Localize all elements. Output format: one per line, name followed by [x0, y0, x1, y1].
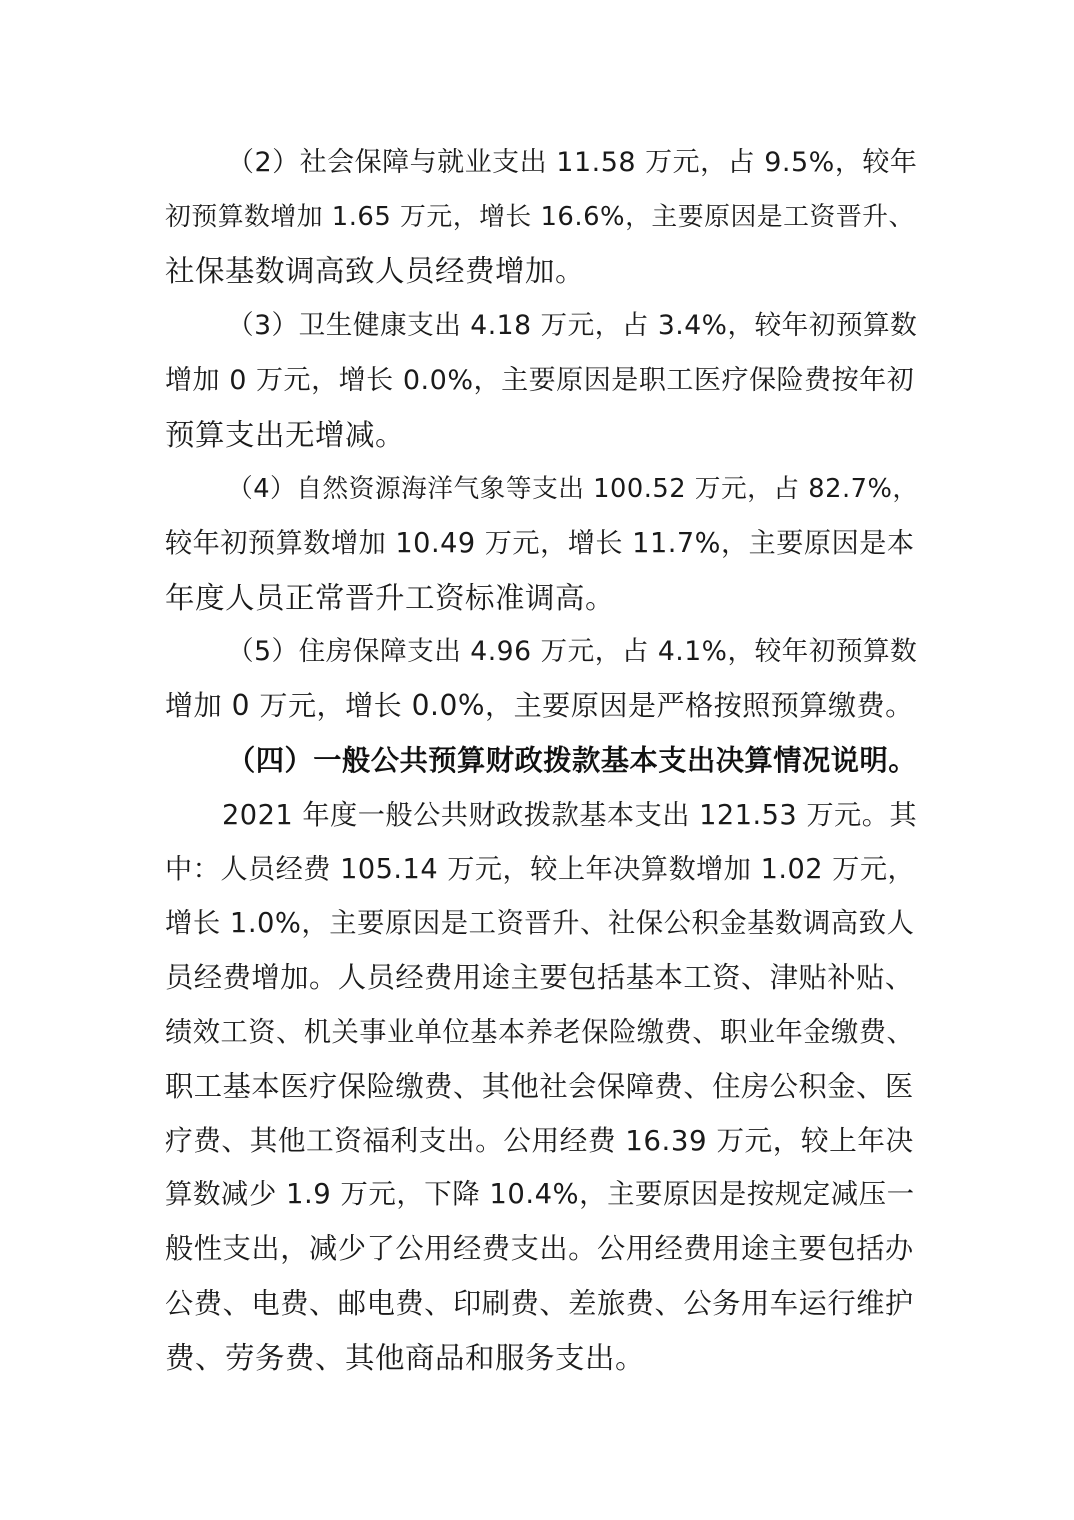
paragraph-line: （3）卫生健康支出 4.18 万元，占 3.4%，较年初预算数: [227, 310, 918, 341]
paragraph-line: 绩效工资、机关事业单位基本养老保险缴费、职业年金缴费、: [165, 1017, 915, 1048]
paragraph-line: 年度人员正常晋升工资标准调高。: [165, 581, 616, 615]
paragraph-line: 公费、电费、邮电费、印刷费、差旅费、公务用车运行维护: [165, 1287, 914, 1320]
paragraph-line: （4）自然资源海洋气象等支出 100.52 万元，占 82.7%，: [227, 474, 919, 504]
paragraph-line: 2021 年度一般公共财政拨款基本支出 121.53 万元。其: [222, 800, 918, 831]
paragraph-line: 预算支出无增减。: [165, 418, 406, 452]
paragraph-line: 疗费、其他工资福利支出。公用经费 16.39 万元，较上年决: [165, 1124, 914, 1157]
paragraph-line: 较年初预算数增加 10.49 万元，增长 11.7%，主要原因是本: [165, 528, 915, 559]
paragraph-line: 职工基本医疗保险缴费、其他社会保障费、住房公积金、医: [165, 1070, 914, 1103]
paragraph-line: 增加 0 万元，增长 0.0%，主要原因是职工医疗保险费按年初: [165, 365, 915, 396]
paragraph-line: （5）住房保障支出 4.96 万元，占 4.1%，较年初预算数: [227, 636, 918, 667]
paragraph-line: （2）社会保障与就业支出 11.58 万元，占 9.5%，较年: [227, 147, 918, 178]
paragraph-line: 费、劳务费、其他商品和服务支出。: [165, 1341, 646, 1375]
paragraph-line: 中：人员经费 105.14 万元，较上年决算数增加 1.02 万元，: [165, 854, 916, 885]
paragraph-line: 般性支出，减少了公用经费支出。公用经费用途主要包括办: [165, 1232, 914, 1265]
section-heading: （四）一般公共预算财政拨款基本支出决算情况说明。: [227, 744, 917, 777]
paragraph-line: 员经费增加。人员经费用途主要包括基本工资、津贴补贴、: [165, 961, 914, 994]
paragraph-line: 初预算数增加 1.65 万元，增长 16.6%，主要原因是工资晋升、: [165, 202, 915, 232]
paragraph-line: 算数减少 1.9 万元，下降 10.4%，主要原因是按规定减压一: [165, 1179, 915, 1210]
paragraph-line: 社保基数调高致人员经费增加。: [165, 254, 586, 288]
paragraph-line: 增长 1.0%，主要原因是工资晋升、社保公积金基数调高致人: [165, 908, 915, 939]
paragraph-line: 增加 0 万元，增长 0.0%，主要原因是严格按照预算缴费。: [165, 689, 914, 722]
